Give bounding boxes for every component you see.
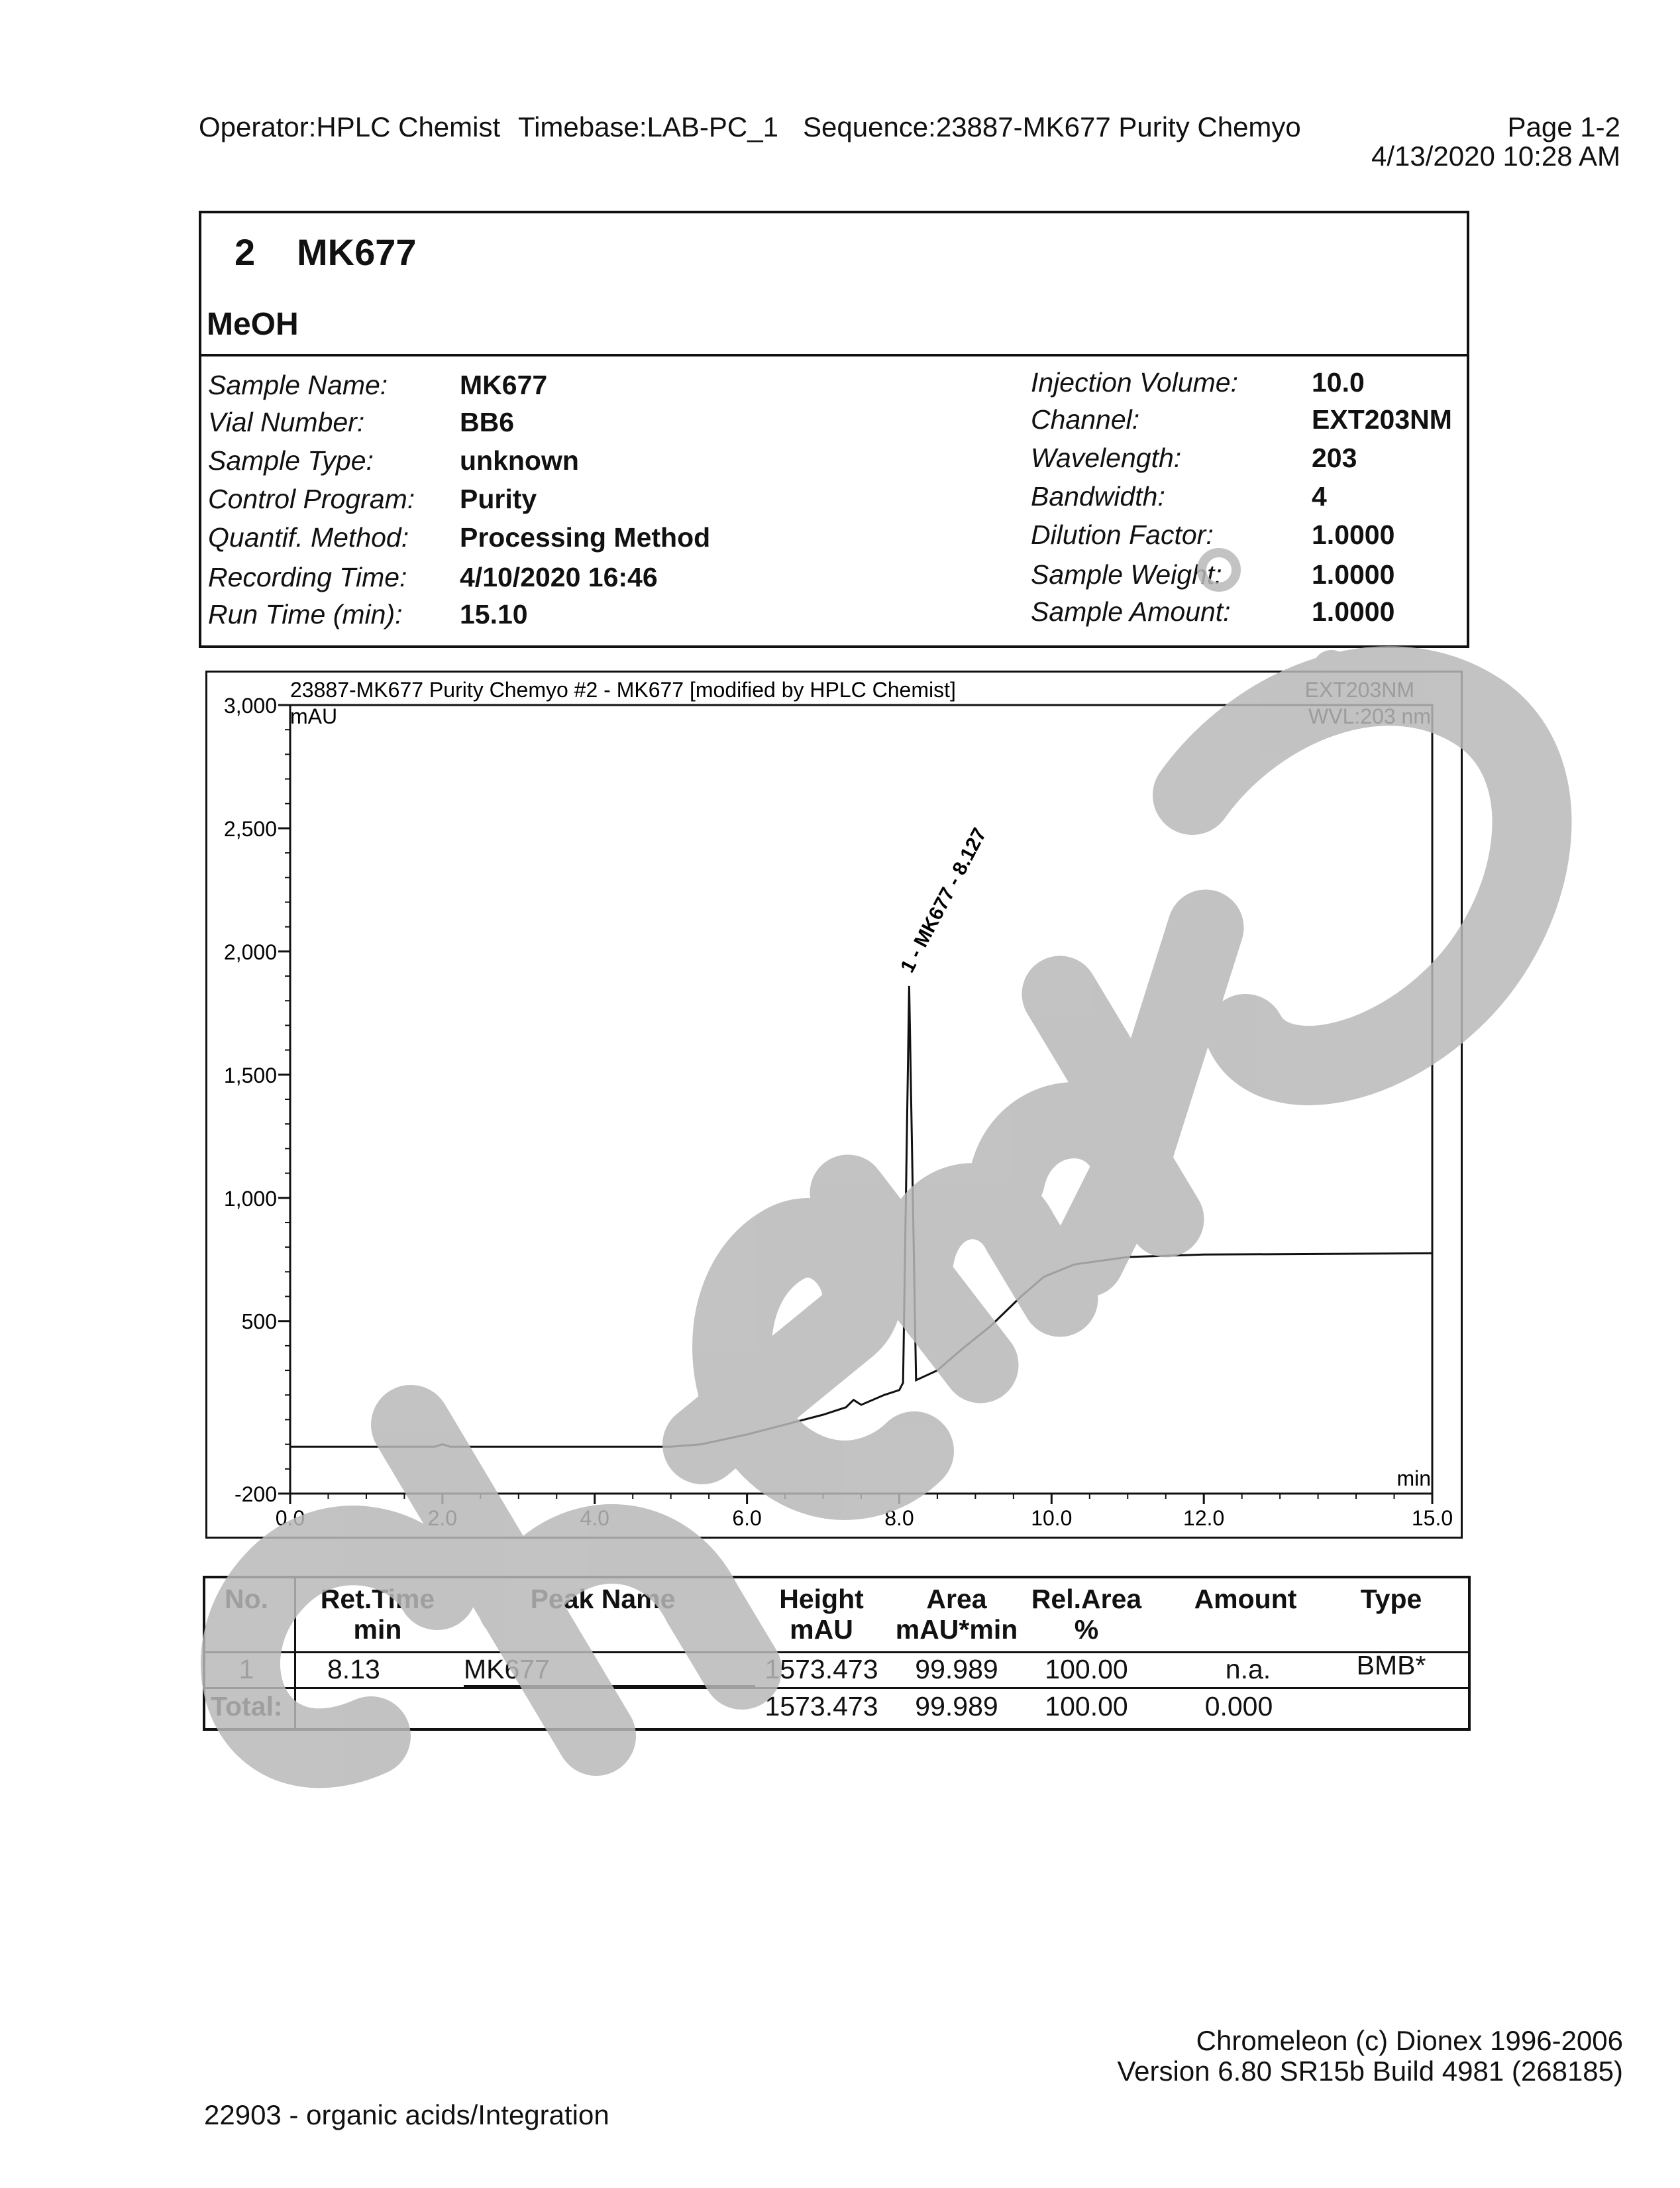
info-left-label: Recording Time: — [208, 562, 407, 592]
info-left-label: Vial Number: — [208, 407, 365, 437]
x-axis-label: min — [1396, 1466, 1431, 1490]
table-cell-area: 99.989 — [915, 1654, 998, 1684]
x-axis-ticks — [276, 1494, 1453, 1530]
sequence-text: Sequence:23887-MK677 Purity Chemyo — [803, 111, 1301, 142]
info-right-value: 1.0000 — [1312, 520, 1395, 550]
table-cell-peak-name: MK677 — [464, 1654, 755, 1687]
table-header: Amount — [1194, 1584, 1297, 1614]
table-header-unit: mAU*min — [895, 1614, 1018, 1645]
table-total-amount: 0.000 — [1204, 1691, 1273, 1722]
y-axis-ticks — [224, 694, 290, 1506]
table-header-unit: mAU — [790, 1614, 853, 1645]
plot-area-border — [290, 705, 1432, 1494]
x-tick-label: 0.0 — [275, 1506, 305, 1530]
table-cell-ret-time: 8.13 — [327, 1654, 380, 1684]
info-right-label: Bandwidth: — [1031, 481, 1165, 512]
table-cell-type: BMB* — [1356, 1650, 1426, 1680]
page-number: Page 1-2 — [1507, 111, 1620, 142]
y-tick-label: 1,500 — [223, 1063, 277, 1087]
table-total-rel-area: 100.00 — [1045, 1691, 1128, 1722]
chart-axes — [290, 705, 1432, 1494]
info-left-label: Sample Type: — [208, 445, 374, 476]
y-tick-label: 2,500 — [223, 816, 277, 841]
table-total-area: 99.989 — [915, 1691, 998, 1722]
table-cell-height: 1573.473 — [764, 1654, 878, 1684]
table-header: Type — [1360, 1584, 1422, 1614]
footer-method: 22903 - organic acids/Integration — [204, 2099, 609, 2130]
table-header: Area — [926, 1584, 987, 1614]
x-tick-label: 12.0 — [1183, 1506, 1225, 1530]
sample-title: MK677 — [297, 231, 417, 273]
table-header: Ret.Time — [320, 1584, 435, 1614]
table-rule — [205, 1687, 1468, 1689]
x-tick-label: 8.0 — [884, 1506, 914, 1530]
table-header: Rel.Area — [1031, 1584, 1142, 1614]
solvent-label: MeOH — [207, 307, 299, 342]
info-right-value: 1.0000 — [1312, 559, 1395, 590]
info-right-label: Channel: — [1031, 404, 1140, 435]
table-header-unit: min — [353, 1614, 402, 1645]
y-tick-label: -200 — [234, 1482, 277, 1506]
table-cell-rel-area: 100.00 — [1045, 1654, 1128, 1684]
info-right-label: Injection Volume: — [1031, 367, 1238, 398]
channel-label: EXT203NM — [1304, 678, 1414, 702]
info-left-label: Sample Name: — [208, 370, 388, 400]
info-left-value: 15.10 — [460, 599, 528, 629]
footer-version: Version 6.80 SR15b Build 4981 (268185) — [1117, 2055, 1623, 2087]
y-tick-label: 2,000 — [223, 940, 277, 964]
info-right-label: Sample Weight: — [1031, 559, 1222, 590]
info-right-value: 4 — [1312, 481, 1327, 512]
x-tick-label: 2.0 — [427, 1506, 458, 1530]
x-tick-label: 10.0 — [1031, 1506, 1073, 1530]
sample-number: 2 — [235, 231, 256, 273]
peak-labels — [896, 824, 991, 976]
info-right-value: 10.0 — [1312, 367, 1365, 398]
timebase-text: Timebase:LAB-PC_1 — [518, 111, 778, 142]
y-tick-label: 3,000 — [223, 694, 277, 718]
info-right-value: 203 — [1312, 443, 1357, 473]
info-left-value: Purity — [460, 484, 537, 514]
info-right-value: EXT203NM — [1312, 404, 1452, 435]
y-tick-label: 1,000 — [223, 1186, 277, 1211]
info-left-value: MK677 — [460, 370, 548, 400]
table-header: Height — [779, 1584, 864, 1614]
info-right-label: Wavelength: — [1031, 443, 1182, 473]
peak-label: 1 - MK677 - 8.127 — [896, 824, 991, 977]
table-rule — [294, 1578, 296, 1728]
operator-text: Operator:HPLC Chemist — [199, 111, 501, 142]
info-left-label: Quantif. Method: — [208, 522, 409, 553]
table-cell-amount: n.a. — [1225, 1654, 1271, 1684]
chromatogram-trace — [290, 986, 1432, 1447]
table-total-label: Total: — [211, 1691, 283, 1722]
table-total-height: 1573.473 — [764, 1691, 878, 1722]
x-tick-label: 6.0 — [732, 1506, 762, 1530]
y-tick-label: 500 — [241, 1309, 277, 1334]
table-cell-no: 1 — [238, 1654, 254, 1684]
table-header: Peak Name — [530, 1584, 676, 1614]
x-tick-label: 15.0 — [1411, 1506, 1453, 1530]
info-left-value: unknown — [460, 445, 579, 476]
info-left-value: BB6 — [460, 407, 515, 437]
table-header-unit: % — [1074, 1614, 1099, 1645]
footer-software: Chromeleon (c) Dionex 1996-2006 — [1196, 2025, 1623, 2056]
print-datetime: 4/13/2020 10:28 AM — [1371, 140, 1620, 172]
x-tick-label: 4.0 — [580, 1506, 609, 1530]
table-header: No. — [224, 1584, 269, 1614]
y-axis-label: mAU — [290, 704, 338, 728]
info-left-value: 4/10/2020 16:46 — [460, 562, 658, 592]
wavelength-label: WVL:203 nm — [1308, 704, 1431, 728]
chart-title: 23887-MK677 Purity Chemyo #2 - MK677 [modified by HPLC Chemist] — [290, 678, 956, 702]
info-left-label: Control Program: — [208, 484, 415, 514]
info-right-label: Dilution Factor: — [1031, 520, 1214, 550]
peak-table — [203, 1576, 1471, 1731]
info-right-label: Sample Amount: — [1031, 596, 1231, 627]
info-left-label: Run Time (min): — [208, 599, 403, 629]
info-right-value: 1.0000 — [1312, 596, 1395, 627]
info-left-value: Processing Method — [460, 522, 711, 553]
